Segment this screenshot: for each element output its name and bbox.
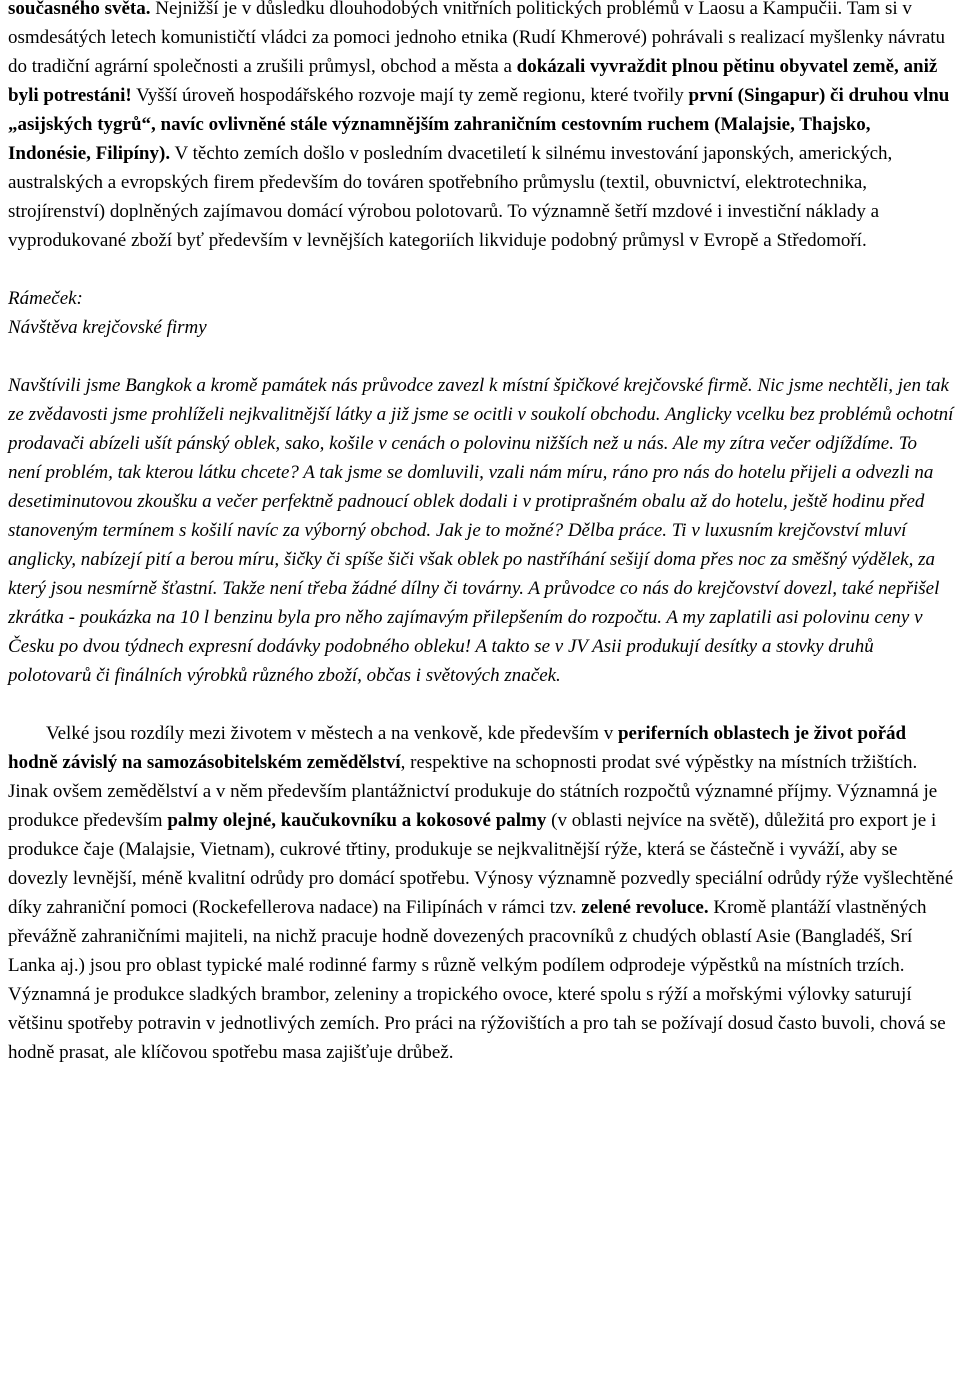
text-segment: palmy olejné, kaučukovníku a kokosové palmy [167,810,547,831]
text-segment: Kromě plantáží vlastněných převážně zahraničními majiteli, na nichž pracuje hodně dovezených pracovníků z chudých oblastí Asie (Bangladéš, Srí Lanka aj.) jsou pro oblast typické malé rodinné farmy s různě velkým podílem odprodeje výpěstků na místních trzích. Významná je produkce sladkých brambor, zeleniny a tropického ovoce, které spolu s rýží a mořskými výlovky saturují většinu spotřeby potravin v jednotlivých zemích. Pro práci na rýžovištích a pro tah se požívají dosud často buvoli, chová se hodně prasat, ale klíčovou spotřebu masa zajišťuje drůbež. [8,897,946,1063]
box-body: Navštívili jsme Bangkok a kromě památek nás průvodce zavezl k místní špičkové krejčovské firmě. Nic jsme nechtěli, jen tak ze zvědavosti jsme prohlíželi nejkvalitnější látky a již jsme se ocitli v soukolí obchodu. Anglicky vcelku bez problémů ochotní prodavači abízeli ušít pánský oblek, sako, košile v cenách o polovinu nižších než u nás. Ale my zítra večer odjíždíme. To není problém, tak kterou látku chcete? A tak jsme se domluvili, vzali nám míru, ráno pro nás do hotelu přijeli a odvezli na desetiminutovou zkoušku a večer perfektně padnoucí oblek dodali i v protiprašném obalu až do hotelu, ještě hodinu před stanoveným termínem s košilí navíc za výborný obchod. Jak je to možné? Dělba práce. Ti v luxusním krejčovství mluví anglicky, nabízejí pití a berou míru, šičky či spíše šiči však oblek po nastříhání sešijí doma přes noc za směšný výdělek, za který jsou nesmírně šťastní. Takže není třeba žádné dílny či továrny. A průvodce co nás do krejčovství dovezl, také nepřišel zkrátka - poukázka na 10 l benzinu byla pro něho zajímavým přilepšením do rozpočtu. A my zaplatili asi polovinu ceny v Česku po dvou týdnech expresní dodávky podobného obleku! A takto se v JV Asii produkují desítky a stovky druhů polotovarů či finálních výrobků různého zboží, občas i světových značek. [8,375,954,686]
text-segment: Velké jsou rozdíly mezi životem v městech a na venkově, kde především v [46,723,618,744]
text-segment: zelené revoluce. [581,897,709,918]
text-segment: první (Singapur) či druhou vlnu „asijských tygrů“, navíc ovlivněné stále významnějším zahraničním cestovním ruchem (Malajsie, Thajsko, Indonésie, Filipíny). [8,85,950,164]
text-segment: periferních oblastech je život pořád hodně závislý na samozásobitelském zemědělství [8,723,907,773]
box-label [8,284,954,342]
text-segment: Nejnižší je v důsledku dlouhodobých vnitřních politických problémů v Laosu a Kampučii. Tam si v osmdesátých letech komunističtí vládci za pomoci jednoho etnika (Rudí Khmerové) pohrávali s realizací myšlenky návratu do tradiční agrární společnosti a zrušili průmysl, obchod a města a [8,0,946,77]
text-segment: , respektive na schopnosti prodat své výpěstky na místních tržištích. Jinak ovšem zemědělství a v něm především plantážnictví produkuje do státních rozpočtů významné příjmy. Významná je produkce především [8,752,938,831]
text-segment: současného světa. [8,0,151,19]
box-title: Návštěva krejčovské firmy [8,317,207,338]
box-label-text: Rámeček: [8,288,83,309]
paragraph-economy [8,0,954,255]
paragraph-agriculture [8,719,954,1067]
text-segment: Vyšší úroveň hospodářského rozvoje mají ty země regionu, které tvořily [131,85,689,106]
text-segment: (v oblasti nejvíce na světě), důležitá pro export je i produkce čaje (Malajsie, Vietnam), cukrové třtiny, produkuje se nejkvalitnější rýže, která se částečně i vyváží, aby se dovezly levnější, méně kvalitní odrůdy pro domácí spotřebu. Výnosy významně pozvedly speciální odrůdy rýže vyšlechtěné díky zahraniční pomoci (Rockefellerova nadace) na Filipínách v rámci tzv. [8,810,954,918]
text-segment: V těchto zemích došlo v posledním dvacetiletí k silnému investování japonských, amerických, australských a evropských firem především do továren spotřebního průmyslu (textil, obuvnictví, elektrotechnika, strojírenství) doplněných zajímavou domácí výrobou polotovarů. To významně šetří mzdové i investiční náklady a vyprodukované zboží byť především v levnějších kategoriích likviduje podobný průmysl v Evropě a Středomoří. [8,143,893,251]
text-segment: dokázali vyvraždit plnou pětinu obyvatel země, aniž byli potrestáni! [8,56,938,106]
